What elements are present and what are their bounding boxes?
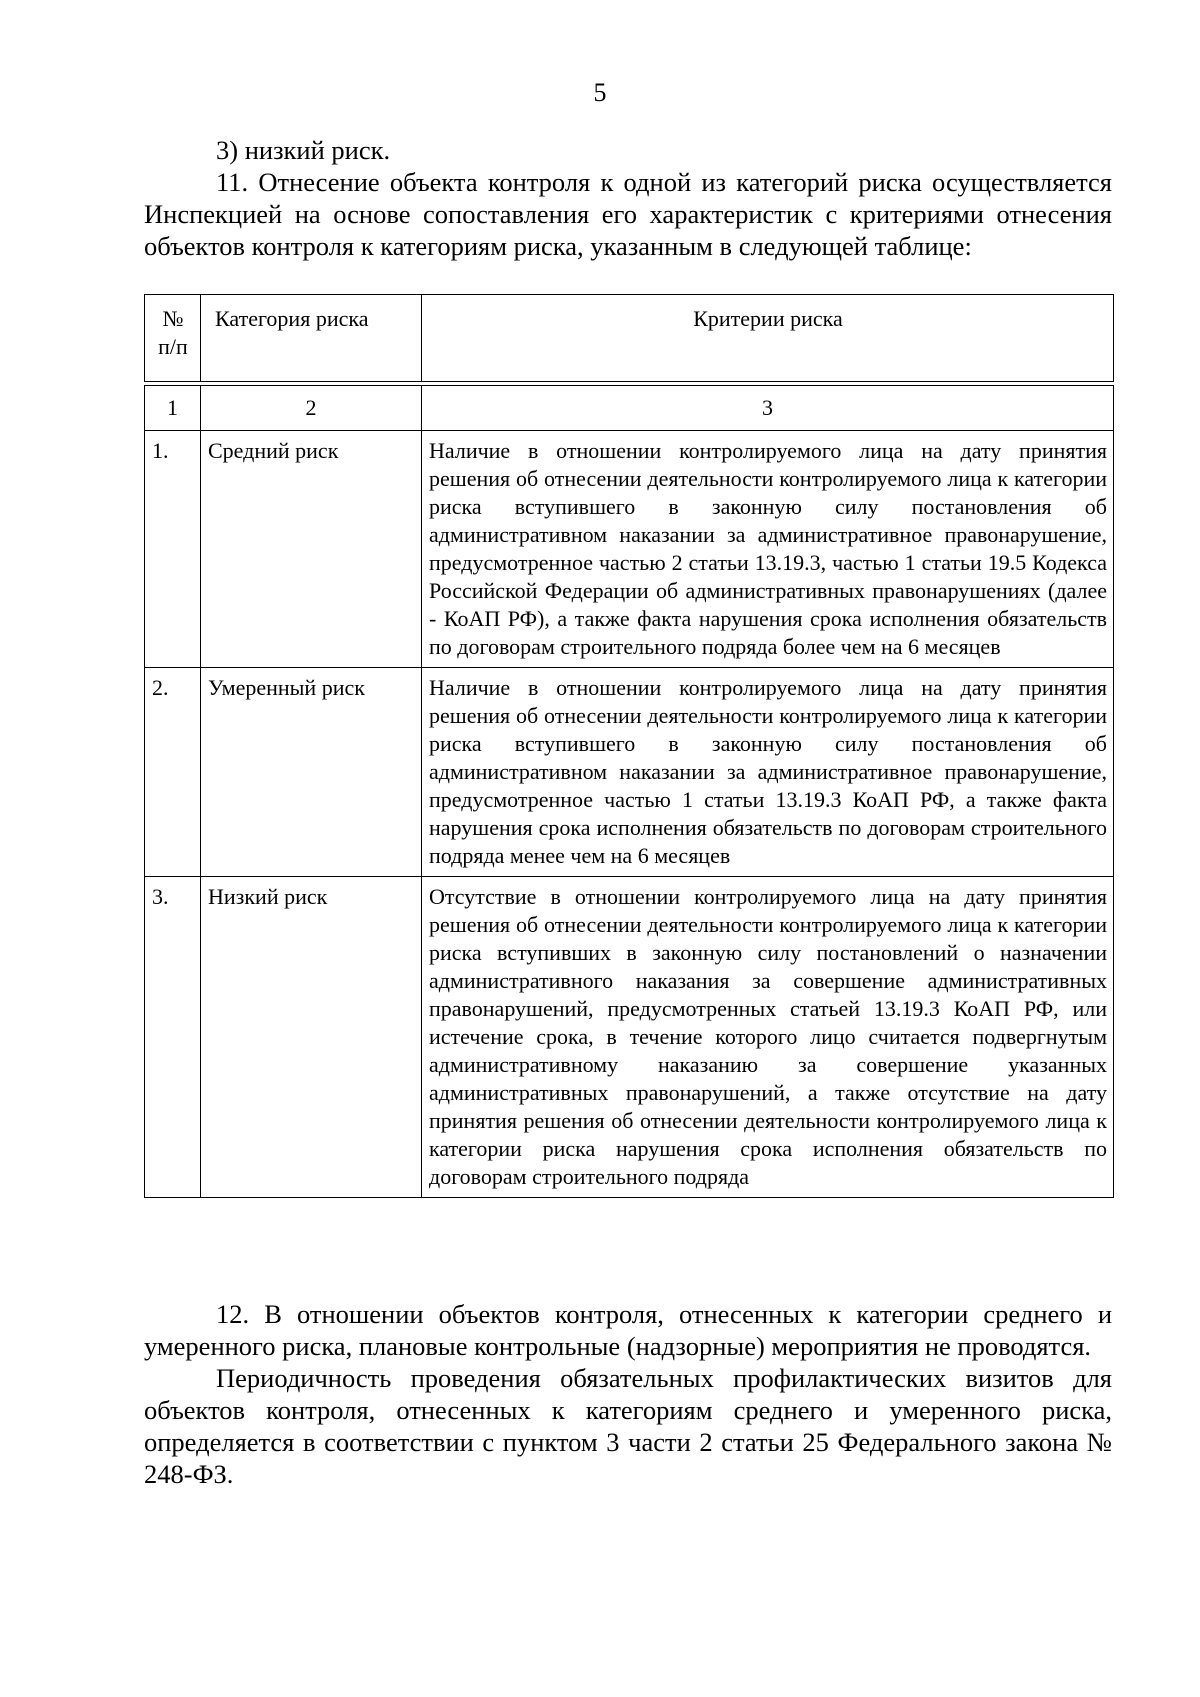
table-row: [145, 668, 1114, 877]
row-num: 1.: [145, 431, 201, 668]
column-number-row: [145, 386, 1114, 431]
column-number-3: 3: [422, 386, 1114, 431]
header-num: № п/п: [145, 295, 201, 382]
closing-section: [144, 1298, 1112, 1490]
row-criteria: Отсутствие в отношении контролируемого лица на дату принятия решения об отнесении деятельности контролируемого лица к категории риска вступивших в законную силу постановлений о назначении административного наказания за совершение административных правонарушений, предусмотренных статьей 13.19.3 КоАП РФ, или истечение срока, в течение которого лицо считается подвергнутым административному наказанию за совершение указанных административных правонарушений, а также отсутствие на дату принятия решения об отнесении деятельности контролируемого лица к категории риска нарушения срока исполнения обязательств по договорам строительного подряда: [422, 877, 1114, 1198]
page-number: 5: [593, 78, 607, 107]
paragraph-12: 12. В отношении объектов контроля, отнесенных к категории среднего и умеренного риска, плановые контрольные (надзорные) мероприятия не проводятся.: [144, 1299, 1112, 1361]
column-number-1: 1: [145, 386, 201, 431]
table-header-row: [145, 295, 1114, 382]
row-criteria: Наличие в отношении контролируемого лица на дату принятия решения об отнесении деятельности контролируемого лица к категории риска вступившего в законную силу постановления об административном наказании за административное правонарушение, предусмотренное частью 1 статьи 13.19.3 КоАП РФ, а также факта нарушения срока исполнения обязательств по договорам строительного подряда менее чем на 6 месяцев: [422, 668, 1114, 877]
row-num: 2.: [145, 668, 201, 877]
header-category: Категория риска: [201, 295, 422, 382]
row-category: Умеренный риск: [201, 668, 422, 877]
table-row: [145, 431, 1114, 668]
item-3-low-risk: 3) низкий риск.: [216, 135, 391, 165]
row-category: Средний риск: [201, 431, 422, 668]
table-row: [145, 877, 1114, 1198]
risk-criteria-table: [144, 294, 1114, 1198]
row-criteria: Наличие в отношении контролируемого лица на дату принятия решения об отнесении деятельности контролируемого лица к категории риска вступившего в законную силу постановления об административном наказании за административное правонарушение, предусмотренное частью 2 статьи 13.19.3, частью 1 статьи 19.5 Кодекса Российской Федерации об административных правонарушениях (далее - КоАП РФ), а также факта нарушения срока исполнения обязательств по договорам строительного подряда более чем на 6 месяцев: [422, 431, 1114, 668]
column-number-2: 2: [201, 386, 422, 431]
periodicity-paragraph: Периодичность проведения обязательных профилактических визитов для объектов контроля, отнесенных к категориям среднего и умеренного риска, определяется в соответствии с пунктом 3 части 2 статьи 25 Федерального закона № 248-ФЗ.: [144, 1363, 1112, 1489]
row-num: 3.: [145, 877, 201, 1198]
paragraph-11: 11. Отнесение объекта контроля к одной из категорий риска осуществляется Инспекцией на основе сопоставления его характеристик с критериями отнесения объектов контроля к категориям риска, указанным в следующей таблице:: [144, 167, 1112, 261]
row-category: Низкий риск: [201, 877, 422, 1198]
intro-section: [144, 134, 1112, 262]
header-criteria: Критерии риска: [422, 295, 1114, 382]
